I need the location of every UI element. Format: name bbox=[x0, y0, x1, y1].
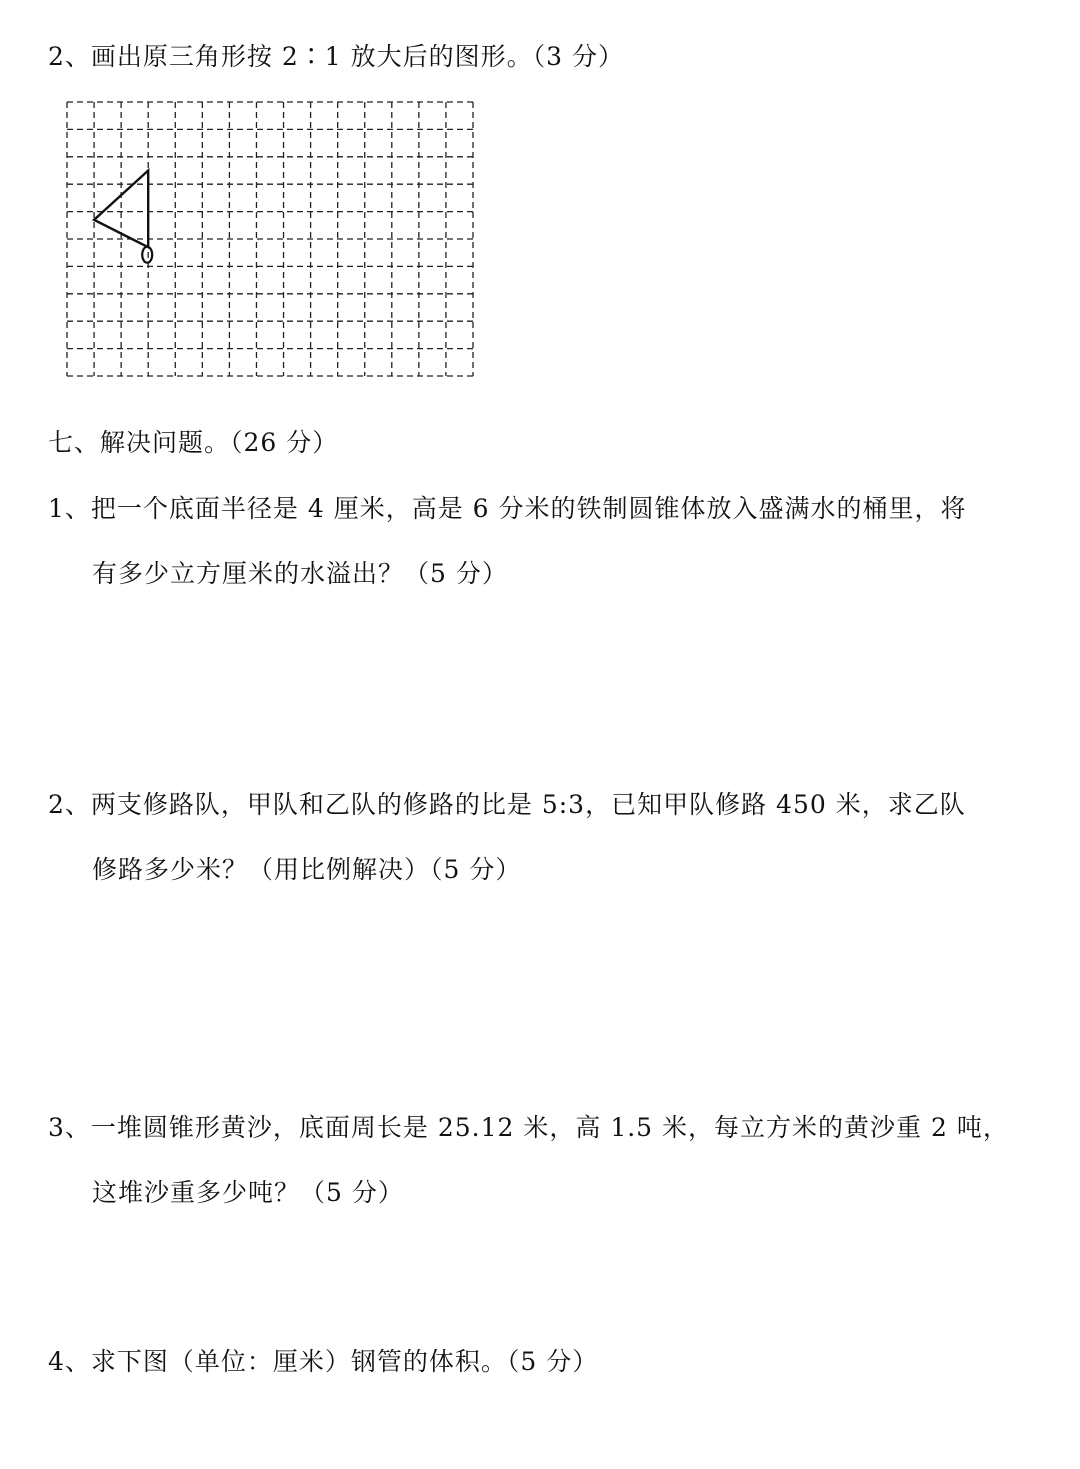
section-7-heading: 七、解决问题。（26 分） bbox=[48, 428, 339, 457]
rotation-point-mark bbox=[142, 247, 152, 263]
question-4-line-1: 4、求下图（单位：厘米）钢管的体积。（5 分） bbox=[48, 1347, 599, 1376]
question-3-line-2: 这堆沙重多少吨？（5 分） bbox=[92, 1178, 404, 1207]
question-1-line-1: 1、把一个底面半径是 4 厘米，高是 6 分米的铁制圆锥体放入盛满水的桶里，将 bbox=[48, 494, 967, 523]
question-2-line-2: 修路多少米？（用比例解决）（5 分） bbox=[92, 855, 522, 884]
question-1-line-2: 有多少立方厘米的水溢出？（5 分） bbox=[92, 559, 508, 588]
question-6-2-text: 2、画出原三角形按 2∶1 放大后的图形。（3 分） bbox=[48, 42, 624, 71]
question-3-line-1: 3、一堆圆锥形黄沙，底面周长是 25.12 米，高 1.5 米，每立方米的黄沙重 2 吨， bbox=[48, 1113, 1009, 1142]
original-triangle bbox=[94, 171, 148, 248]
question-2-line-1: 2、两支修路队，甲队和乙队的修路的比是 5:3，已知甲队修路 450 米，求乙队 bbox=[48, 790, 966, 819]
